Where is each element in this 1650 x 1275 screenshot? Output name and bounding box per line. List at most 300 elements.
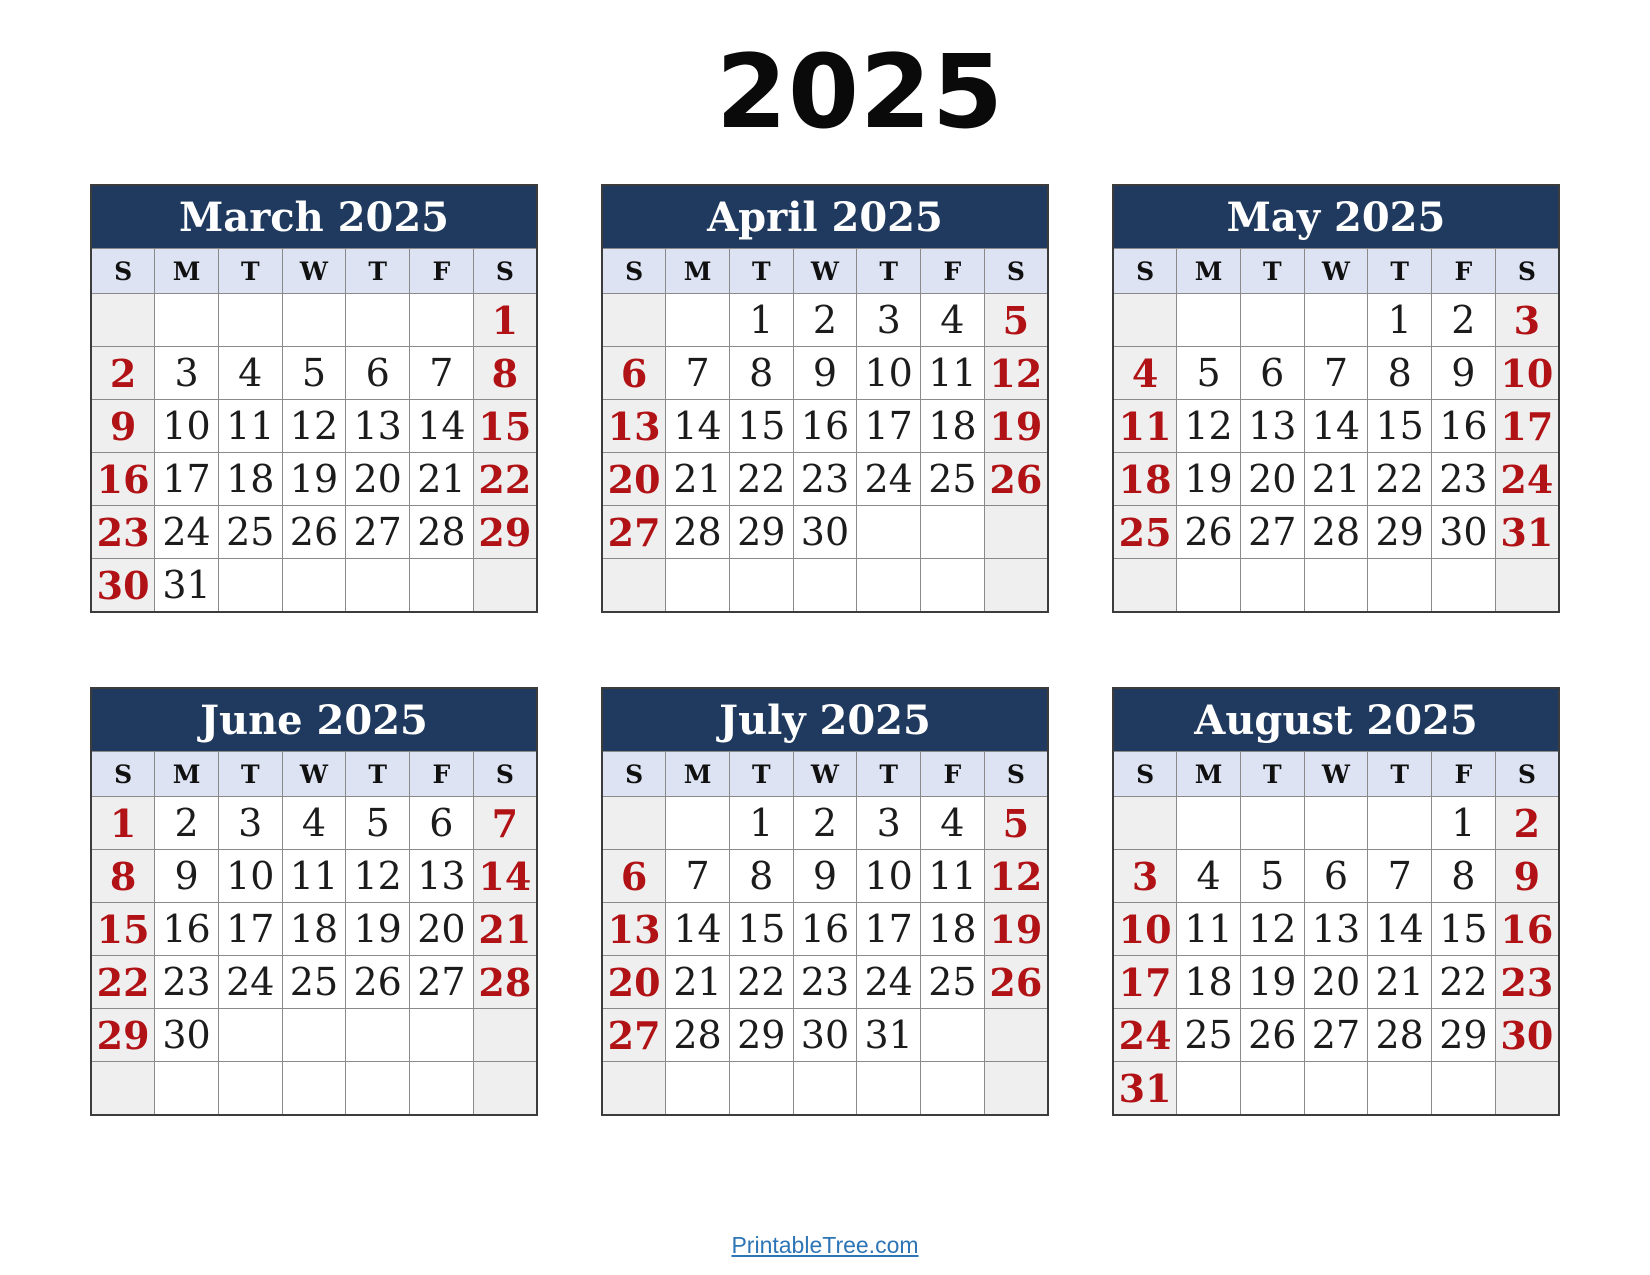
weekday-header-mon: M [155, 249, 219, 294]
empty-day-cell [410, 294, 474, 347]
day-cell: 31 [155, 559, 219, 613]
day-cell: 8 [1368, 347, 1432, 400]
day-cell: 12 [1240, 903, 1304, 956]
day-cell: 20 [410, 903, 474, 956]
week-row [1113, 347, 1559, 400]
day-cell: 31 [1495, 506, 1559, 559]
week-row [91, 559, 537, 613]
empty-day-cell [155, 294, 219, 347]
day-cell: 13 [1304, 903, 1368, 956]
empty-day-cell [984, 1062, 1048, 1116]
day-cell: 6 [1240, 347, 1304, 400]
day-cell: 4 [1177, 850, 1241, 903]
empty-day-cell [1304, 294, 1368, 347]
day-cell: 15 [1432, 903, 1496, 956]
day-cell: 8 [91, 850, 155, 903]
day-cell: 10 [218, 850, 282, 903]
day-cell: 19 [1177, 453, 1241, 506]
day-cell: 23 [793, 956, 857, 1009]
day-cell: 25 [921, 453, 985, 506]
day-cell: 5 [1177, 347, 1241, 400]
day-cell: 9 [155, 850, 219, 903]
week-row [91, 294, 537, 347]
empty-day-cell [91, 294, 155, 347]
empty-day-cell [921, 1009, 985, 1062]
day-cell: 6 [602, 850, 666, 903]
empty-day-cell [1240, 797, 1304, 850]
weekday-header-thu: T [346, 752, 410, 797]
empty-day-cell [282, 559, 346, 613]
empty-day-cell [984, 506, 1048, 559]
week-row [1113, 453, 1559, 506]
day-cell: 13 [410, 850, 474, 903]
day-cell: 29 [1368, 506, 1432, 559]
day-cell: 20 [602, 453, 666, 506]
empty-day-cell [921, 1062, 985, 1116]
day-cell: 14 [666, 903, 730, 956]
empty-day-cell [921, 506, 985, 559]
weekday-header-sat: S [1495, 249, 1559, 294]
week-row [91, 400, 537, 453]
day-cell: 27 [346, 506, 410, 559]
empty-day-cell [602, 1062, 666, 1116]
day-cell: 19 [282, 453, 346, 506]
day-cell: 16 [155, 903, 219, 956]
day-cell: 3 [857, 294, 921, 347]
week-row [1113, 559, 1559, 613]
day-cell: 6 [602, 347, 666, 400]
weekday-header-sun: S [602, 752, 666, 797]
day-cell: 14 [410, 400, 474, 453]
day-cell: 12 [346, 850, 410, 903]
empty-day-cell [666, 1062, 730, 1116]
empty-day-cell [473, 559, 537, 613]
day-cell: 22 [91, 956, 155, 1009]
empty-day-cell [1177, 559, 1241, 613]
weekday-header-sat: S [984, 752, 1048, 797]
day-cell: 20 [346, 453, 410, 506]
week-row [602, 294, 1048, 347]
weekday-header-sat: S [984, 249, 1048, 294]
day-cell: 23 [1495, 956, 1559, 1009]
day-cell: 15 [473, 400, 537, 453]
weekday-header-fri: F [921, 249, 985, 294]
day-cell: 1 [91, 797, 155, 850]
empty-day-cell [666, 797, 730, 850]
day-cell: 28 [666, 1009, 730, 1062]
day-cell: 13 [346, 400, 410, 453]
day-cell: 3 [857, 797, 921, 850]
weekday-header-thu: T [857, 752, 921, 797]
weekday-header-sat: S [1495, 752, 1559, 797]
empty-day-cell [793, 559, 857, 613]
empty-day-cell [1113, 797, 1177, 850]
empty-day-cell [282, 294, 346, 347]
empty-day-cell [1304, 559, 1368, 613]
weekday-header-sat: S [473, 249, 537, 294]
day-cell: 2 [91, 347, 155, 400]
weekday-header-fri: F [1432, 249, 1496, 294]
day-cell: 29 [729, 506, 793, 559]
day-cell: 21 [666, 956, 730, 1009]
day-cell: 24 [857, 956, 921, 1009]
empty-day-cell [346, 1009, 410, 1062]
day-cell: 5 [1240, 850, 1304, 903]
day-cell: 17 [857, 400, 921, 453]
week-row [91, 903, 537, 956]
week-row [1113, 506, 1559, 559]
empty-day-cell [473, 1062, 537, 1116]
day-cell: 27 [1240, 506, 1304, 559]
day-cell: 13 [602, 400, 666, 453]
weekday-header-tue: T [1240, 249, 1304, 294]
weekday-header-sun: S [91, 249, 155, 294]
day-cell: 24 [857, 453, 921, 506]
day-cell: 12 [282, 400, 346, 453]
week-row [1113, 850, 1559, 903]
empty-day-cell [921, 559, 985, 613]
day-cell: 30 [793, 1009, 857, 1062]
week-row [602, 1009, 1048, 1062]
month-calendar-june-2025 [90, 687, 538, 1116]
day-cell: 12 [984, 347, 1048, 400]
day-cell: 25 [218, 506, 282, 559]
day-cell: 15 [729, 903, 793, 956]
day-cell: 28 [1304, 506, 1368, 559]
empty-day-cell [1113, 559, 1177, 613]
day-cell: 27 [602, 506, 666, 559]
day-cell: 24 [1113, 1009, 1177, 1062]
day-cell: 7 [666, 850, 730, 903]
weekday-header-fri: F [1432, 752, 1496, 797]
empty-day-cell [155, 1062, 219, 1116]
empty-day-cell [602, 797, 666, 850]
day-cell: 19 [1240, 956, 1304, 1009]
empty-day-cell [729, 1062, 793, 1116]
day-cell: 10 [155, 400, 219, 453]
day-cell: 26 [984, 956, 1048, 1009]
week-row [602, 797, 1048, 850]
day-cell: 24 [155, 506, 219, 559]
day-cell: 18 [921, 903, 985, 956]
day-cell: 24 [1495, 453, 1559, 506]
week-row [602, 347, 1048, 400]
week-row [1113, 294, 1559, 347]
week-row [91, 453, 537, 506]
week-row [602, 903, 1048, 956]
month-title-april-2025: April 2025 [602, 185, 1048, 249]
empty-day-cell [218, 1062, 282, 1116]
day-cell: 11 [921, 850, 985, 903]
day-cell: 16 [793, 903, 857, 956]
day-cell: 17 [1113, 956, 1177, 1009]
day-cell: 20 [1240, 453, 1304, 506]
day-cell: 25 [1113, 506, 1177, 559]
week-row [91, 1062, 537, 1116]
empty-day-cell [1432, 559, 1496, 613]
day-cell: 14 [1304, 400, 1368, 453]
day-cell: 28 [473, 956, 537, 1009]
day-cell: 27 [1304, 1009, 1368, 1062]
empty-day-cell [602, 559, 666, 613]
weekday-header-wed: W [1304, 249, 1368, 294]
month-title-august-2025: August 2025 [1113, 688, 1559, 752]
weekday-header-sun: S [91, 752, 155, 797]
day-cell: 10 [1113, 903, 1177, 956]
empty-day-cell [1113, 294, 1177, 347]
day-cell: 16 [1495, 903, 1559, 956]
week-row [602, 400, 1048, 453]
day-cell: 12 [1177, 400, 1241, 453]
day-cell: 15 [729, 400, 793, 453]
day-cell: 18 [921, 400, 985, 453]
empty-day-cell [793, 1062, 857, 1116]
month-title-june-2025: June 2025 [91, 688, 537, 752]
day-cell: 1 [473, 294, 537, 347]
empty-day-cell [346, 294, 410, 347]
weekday-header-mon: M [666, 752, 730, 797]
empty-day-cell [1240, 559, 1304, 613]
week-row [1113, 400, 1559, 453]
empty-day-cell [1177, 1062, 1241, 1116]
day-cell: 4 [921, 294, 985, 347]
weekday-header-tue: T [729, 752, 793, 797]
day-cell: 29 [473, 506, 537, 559]
empty-day-cell [857, 1062, 921, 1116]
week-row [1113, 797, 1559, 850]
day-cell: 7 [410, 347, 474, 400]
weekday-header-wed: W [1304, 752, 1368, 797]
day-cell: 29 [91, 1009, 155, 1062]
day-cell: 17 [218, 903, 282, 956]
day-cell: 19 [984, 903, 1048, 956]
day-cell: 9 [1432, 347, 1496, 400]
day-cell: 18 [1177, 956, 1241, 1009]
day-cell: 8 [473, 347, 537, 400]
month-title-may-2025: May 2025 [1113, 185, 1559, 249]
day-cell: 5 [984, 294, 1048, 347]
empty-day-cell [410, 1062, 474, 1116]
weekday-header-wed: W [282, 752, 346, 797]
day-cell: 2 [793, 294, 857, 347]
empty-day-cell [218, 559, 282, 613]
month-calendar-april-2025 [601, 184, 1049, 613]
empty-day-cell [1495, 559, 1559, 613]
day-cell: 26 [984, 453, 1048, 506]
weekday-header-thu: T [1368, 249, 1432, 294]
day-cell: 1 [729, 797, 793, 850]
empty-day-cell [1240, 294, 1304, 347]
day-cell: 4 [921, 797, 985, 850]
empty-day-cell [984, 1009, 1048, 1062]
empty-day-cell [410, 559, 474, 613]
weekday-header-fri: F [410, 249, 474, 294]
day-cell: 15 [91, 903, 155, 956]
footer [0, 1232, 1650, 1259]
weekday-header-wed: W [282, 249, 346, 294]
day-cell: 4 [1113, 347, 1177, 400]
week-row [91, 506, 537, 559]
empty-day-cell [473, 1009, 537, 1062]
day-cell: 26 [282, 506, 346, 559]
day-cell: 21 [666, 453, 730, 506]
day-cell: 21 [1368, 956, 1432, 1009]
day-cell: 3 [1113, 850, 1177, 903]
day-cell: 20 [1304, 956, 1368, 1009]
day-cell: 11 [921, 347, 985, 400]
weekday-header-thu: T [857, 249, 921, 294]
day-cell: 17 [1495, 400, 1559, 453]
empty-day-cell [1304, 1062, 1368, 1116]
empty-day-cell [282, 1062, 346, 1116]
month-title-july-2025: July 2025 [602, 688, 1048, 752]
day-cell: 16 [1432, 400, 1496, 453]
month-calendar-july-2025 [601, 687, 1049, 1116]
empty-day-cell [218, 294, 282, 347]
weekday-header-tue: T [729, 249, 793, 294]
day-cell: 7 [666, 347, 730, 400]
empty-day-cell [666, 559, 730, 613]
week-row [91, 1009, 537, 1062]
weekday-header-sun: S [602, 249, 666, 294]
day-cell: 26 [346, 956, 410, 1009]
day-cell: 12 [984, 850, 1048, 903]
footer-link[interactable]: PrintableTree.com [731, 1232, 919, 1258]
day-cell: 31 [1113, 1062, 1177, 1116]
day-cell: 7 [1304, 347, 1368, 400]
day-cell: 13 [1240, 400, 1304, 453]
day-cell: 10 [857, 850, 921, 903]
day-cell: 17 [155, 453, 219, 506]
day-cell: 24 [218, 956, 282, 1009]
day-cell: 18 [1113, 453, 1177, 506]
empty-day-cell [602, 294, 666, 347]
weekday-header-wed: W [793, 752, 857, 797]
day-cell: 1 [729, 294, 793, 347]
weekday-header-thu: T [1368, 752, 1432, 797]
empty-day-cell [857, 506, 921, 559]
day-cell: 1 [1368, 294, 1432, 347]
day-cell: 9 [1495, 850, 1559, 903]
week-row [1113, 1062, 1559, 1116]
week-row [602, 506, 1048, 559]
empty-day-cell [1432, 1062, 1496, 1116]
day-cell: 17 [857, 903, 921, 956]
day-cell: 19 [346, 903, 410, 956]
week-row [91, 956, 537, 1009]
weekday-header-wed: W [793, 249, 857, 294]
empty-day-cell [1368, 797, 1432, 850]
week-row [602, 956, 1048, 1009]
day-cell: 22 [1368, 453, 1432, 506]
day-cell: 6 [410, 797, 474, 850]
weekday-header-sun: S [1113, 752, 1177, 797]
day-cell: 11 [1113, 400, 1177, 453]
empty-day-cell [666, 294, 730, 347]
day-cell: 26 [1240, 1009, 1304, 1062]
month-title-march-2025: March 2025 [91, 185, 537, 249]
empty-day-cell [857, 559, 921, 613]
day-cell: 25 [1177, 1009, 1241, 1062]
day-cell: 6 [1304, 850, 1368, 903]
day-cell: 16 [793, 400, 857, 453]
day-cell: 8 [729, 347, 793, 400]
day-cell: 1 [1432, 797, 1496, 850]
day-cell: 11 [218, 400, 282, 453]
week-row [602, 850, 1048, 903]
day-cell: 5 [282, 347, 346, 400]
weekday-header-sun: S [1113, 249, 1177, 294]
weekday-header-fri: F [921, 752, 985, 797]
week-row [91, 797, 537, 850]
day-cell: 22 [473, 453, 537, 506]
day-cell: 4 [282, 797, 346, 850]
day-cell: 21 [410, 453, 474, 506]
day-cell: 23 [793, 453, 857, 506]
empty-day-cell [1368, 1062, 1432, 1116]
day-cell: 5 [984, 797, 1048, 850]
day-cell: 2 [793, 797, 857, 850]
week-row [602, 453, 1048, 506]
day-cell: 26 [1177, 506, 1241, 559]
day-cell: 3 [155, 347, 219, 400]
day-cell: 25 [921, 956, 985, 1009]
day-cell: 14 [1368, 903, 1432, 956]
month-calendar-march-2025 [90, 184, 538, 613]
week-row [1113, 956, 1559, 1009]
day-cell: 30 [91, 559, 155, 613]
day-cell: 8 [729, 850, 793, 903]
weekday-header-mon: M [1177, 249, 1241, 294]
day-cell: 18 [282, 903, 346, 956]
calendar-grid [90, 184, 1560, 1116]
day-cell: 11 [1177, 903, 1241, 956]
week-row [91, 850, 537, 903]
day-cell: 4 [218, 347, 282, 400]
day-cell: 22 [729, 956, 793, 1009]
empty-day-cell [218, 1009, 282, 1062]
day-cell: 30 [793, 506, 857, 559]
empty-day-cell [1304, 797, 1368, 850]
empty-day-cell [729, 559, 793, 613]
day-cell: 25 [282, 956, 346, 1009]
weekday-header-thu: T [346, 249, 410, 294]
day-cell: 23 [91, 506, 155, 559]
day-cell: 22 [729, 453, 793, 506]
day-cell: 28 [666, 506, 730, 559]
day-cell: 14 [473, 850, 537, 903]
empty-day-cell [1368, 559, 1432, 613]
weekday-header-sat: S [473, 752, 537, 797]
empty-day-cell [1177, 294, 1241, 347]
day-cell: 22 [1432, 956, 1496, 1009]
day-cell: 10 [857, 347, 921, 400]
empty-day-cell [91, 1062, 155, 1116]
week-row [602, 1062, 1048, 1116]
day-cell: 30 [1495, 1009, 1559, 1062]
day-cell: 5 [346, 797, 410, 850]
day-cell: 23 [1432, 453, 1496, 506]
day-cell: 21 [1304, 453, 1368, 506]
day-cell: 15 [1368, 400, 1432, 453]
month-calendar-may-2025 [1112, 184, 1560, 613]
week-row [1113, 903, 1559, 956]
empty-day-cell [346, 559, 410, 613]
day-cell: 7 [473, 797, 537, 850]
weekday-header-fri: F [410, 752, 474, 797]
day-cell: 9 [91, 400, 155, 453]
day-cell: 30 [1432, 506, 1496, 559]
